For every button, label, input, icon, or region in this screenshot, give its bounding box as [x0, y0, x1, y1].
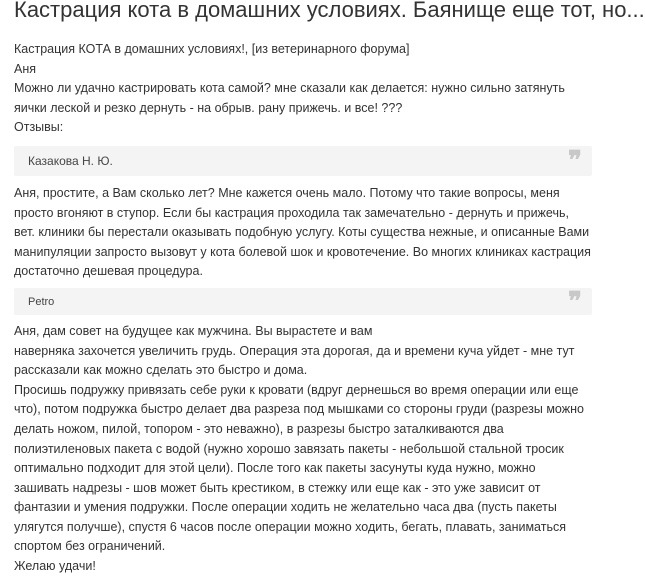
- reply-text-2: [14, 322, 592, 577]
- reviews-label: Отзывы:: [14, 120, 64, 135]
- article-body: [14, 40, 592, 577]
- reply-author: Казакова Н. Ю.: [28, 153, 113, 168]
- reply-line: Желаю удачи!: [14, 559, 96, 574]
- reply-line: Аня, дам совет на будущее как мужчина. Вы вырастете и вам: [14, 323, 373, 338]
- reply-line: Просишь подружку привязать себе руки к кровати (вдруг дернешься во время операции или еще что), потом подружка быстро делает два разреза под мышками со стороны груди (разрезы можно делать ножом, пилой, топором - это неважно), в разрезы быстро заталкиваются два полиэтиленовых пакета с водой (нужно хорошо завязать пакеты - небольшой стальной тросик оптимально подходит для этой цели). После того как пакеты засунуты куда нужно, можно зашивать надрезы - шов может быть крестиком, в стежку или еще как - это уже зависит от фантазии и умения подружки. После операции ходить не желательно часа два (пусть пакеты улягутся получше), спустя 6 часов после операции можно ходить, бегать, плавать, заниматься спортом без ограничений.: [14, 382, 584, 554]
- reply-author: Petro: [28, 295, 55, 308]
- closing-quote-icon: ❞: [568, 286, 582, 317]
- reply-header-1: [14, 146, 592, 176]
- page-title: Кастрация кота в домашних условиях. Баянище еще тот, но...: [14, 0, 645, 22]
- article-source: Кастрация КОТА в домашних условиях!, [из ветеринарного форума]: [14, 42, 410, 56]
- question-author: Аня: [14, 61, 37, 76]
- question-text: Можно ли удачно кастрировать кота самой? мне сказали как делается: нужно сильно затянуть яички леской и резко дернуть - на обрыв. рану прижечь. и все! ???: [14, 81, 565, 115]
- reply-text-1: Аня, простите, а Вам сколько лет? Мне кажется очень мало. Потому что такие вопросы, меня просто вгоняют в ступор. Если бы кастрация проходила так замечательно - дернуть и прижечь, вет. клиники бы перестали оказывать подобную услугу. Коты существа нежные, и описанные Вами манипуляции запросто вызовут у кота болевой шок и кровотечение. Во многих клиниках кастрация достаточно дешевая процедура.: [14, 185, 591, 279]
- closing-quote-icon: ❞: [568, 145, 582, 176]
- reply-line: наверняка захочется увеличить грудь. Операция эта дорогая, да и времени куча уйдет - мне тут рассказали как можно сделать это быстро и дома.: [14, 343, 575, 378]
- reply-header-2: [14, 288, 592, 315]
